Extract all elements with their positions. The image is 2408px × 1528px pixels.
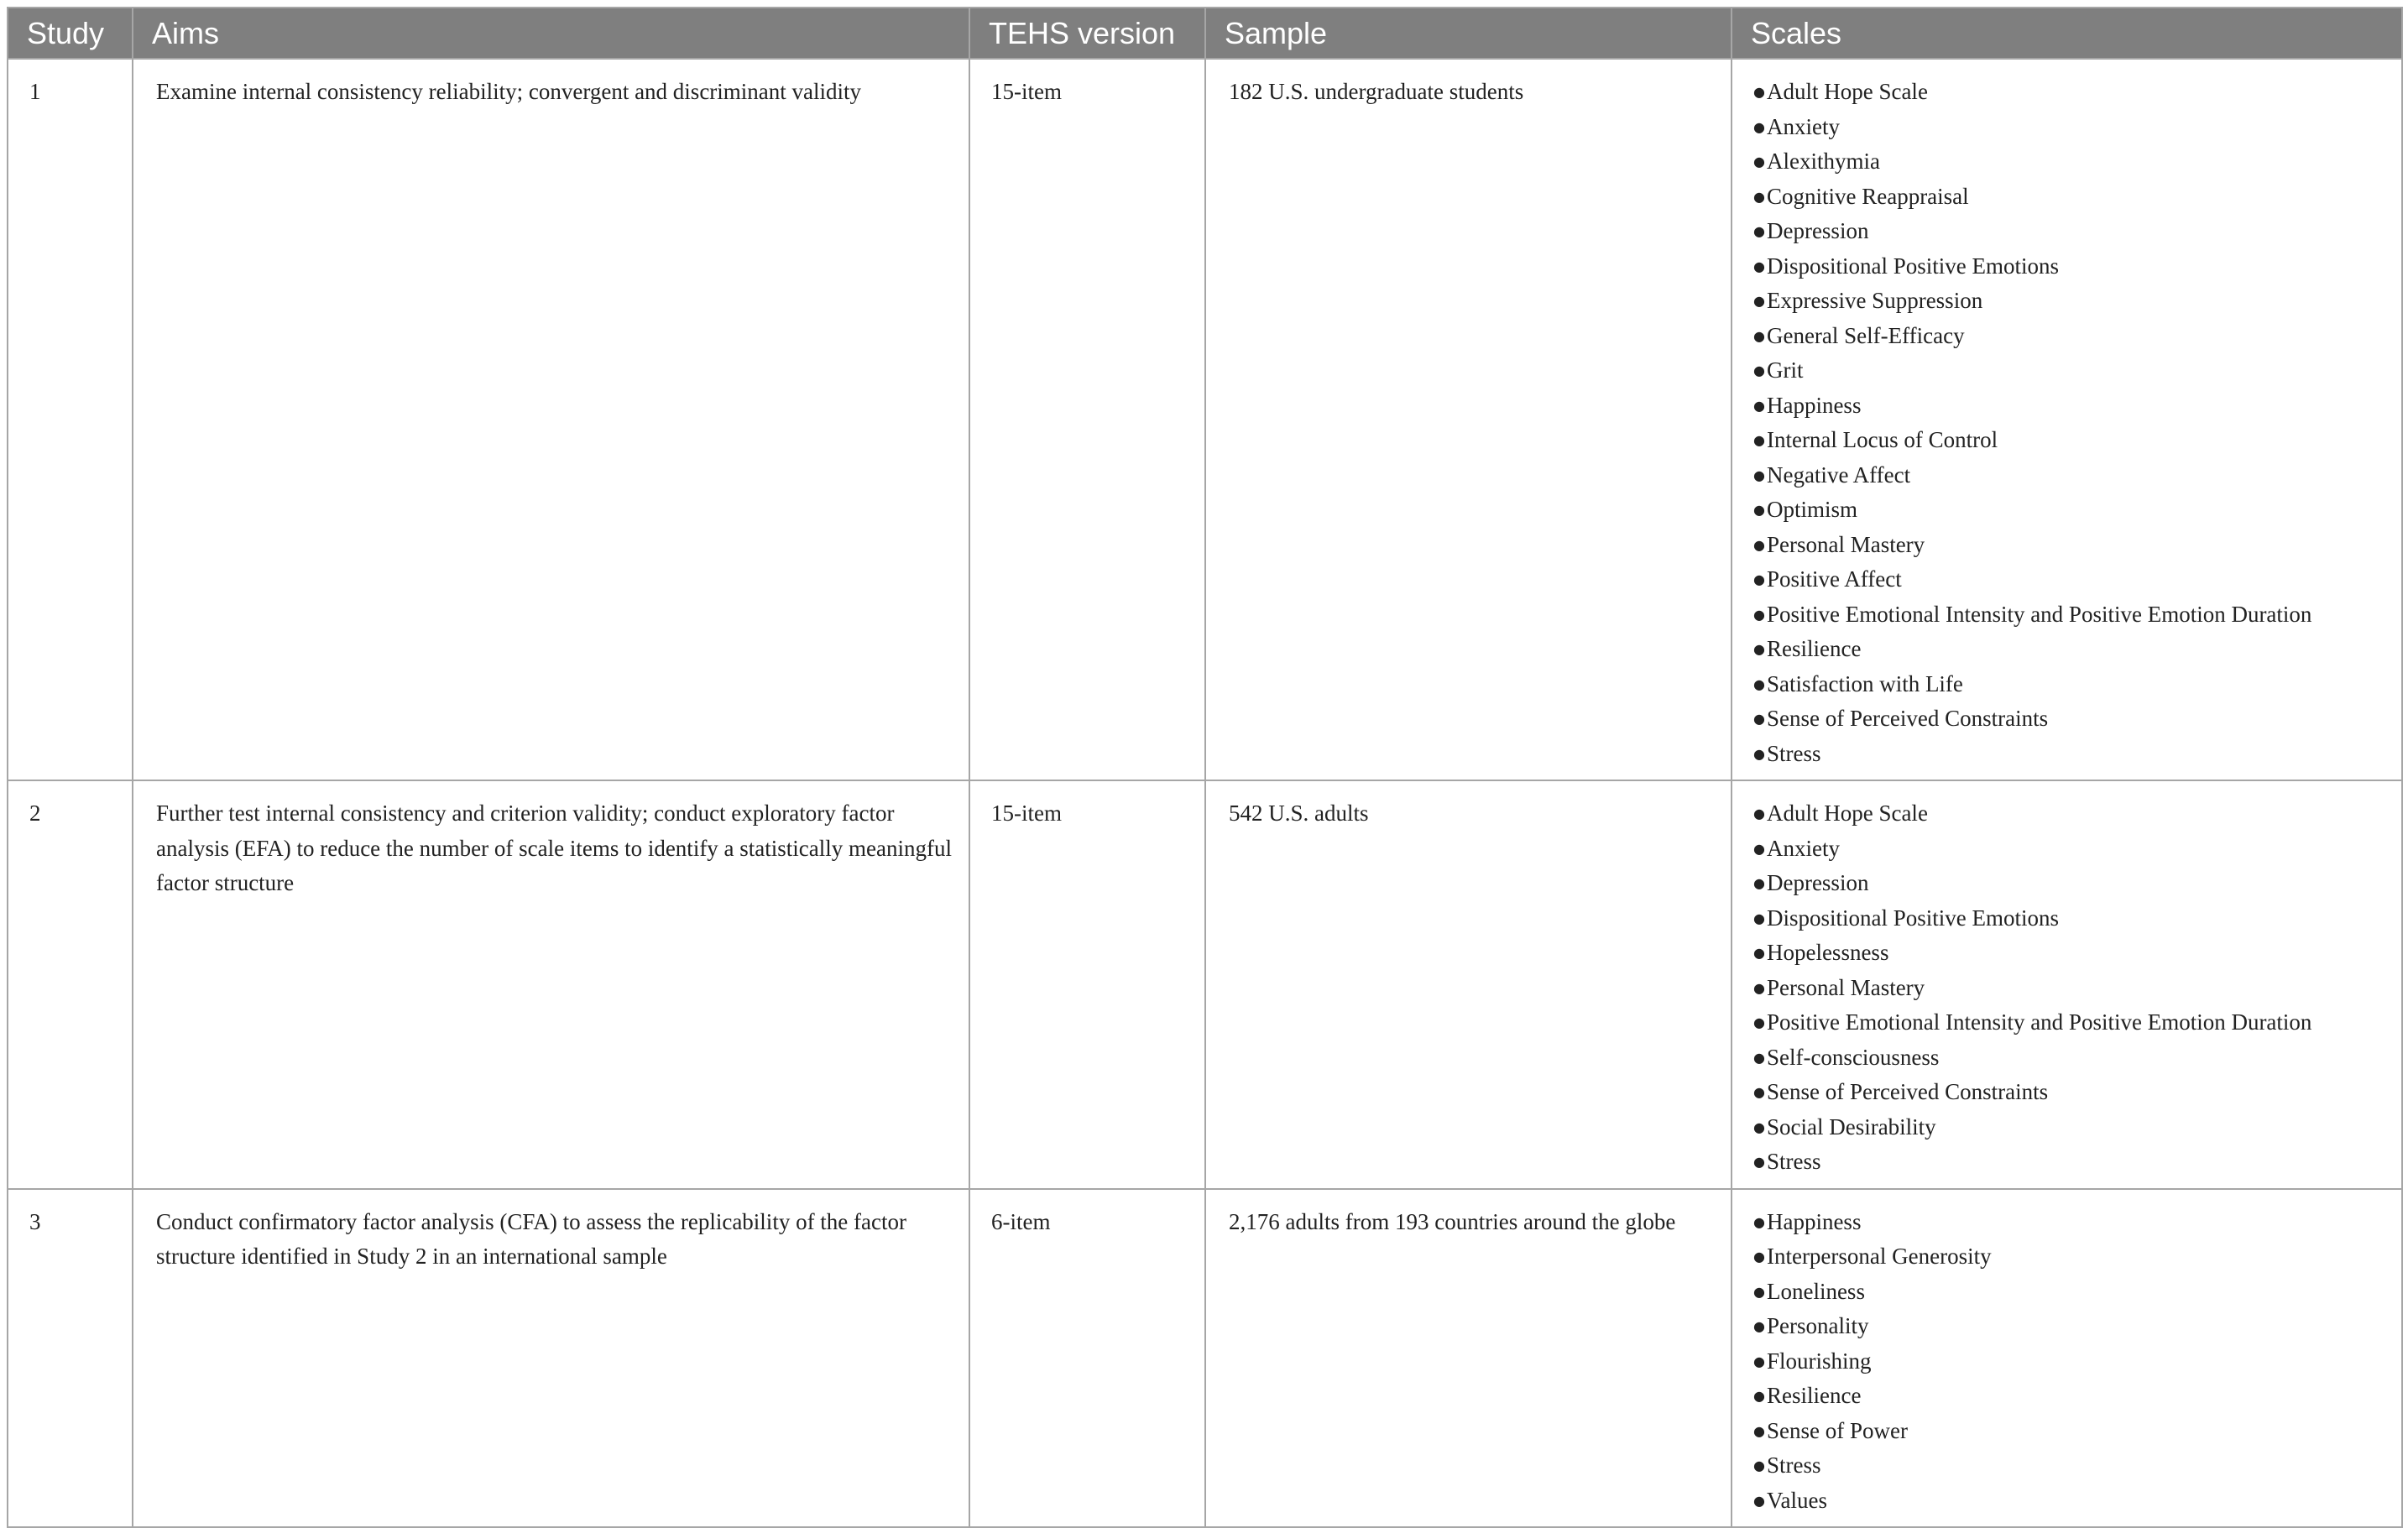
scale-item: ● Positive Emotional Intensity and Positive Emotion Duration bbox=[1753, 597, 2398, 633]
header-aims: Aims bbox=[133, 8, 969, 59]
scale-item: ● Personal Mastery bbox=[1753, 971, 2398, 1006]
table-body bbox=[8, 59, 2402, 1527]
sample-cell: 182 U.S. undergraduate students bbox=[1205, 59, 1732, 780]
tehs-version-cell: 15-item bbox=[969, 59, 1205, 780]
study-number-cell: 2 bbox=[8, 780, 133, 1189]
header-row bbox=[8, 8, 2402, 59]
scale-item: ● Stress bbox=[1753, 737, 2398, 772]
scale-item: ● Negative Affect bbox=[1753, 458, 2398, 493]
scale-item: ● Cognitive Reappraisal bbox=[1753, 180, 2398, 215]
scale-item: ● Sense of Perceived Constraints bbox=[1753, 1075, 2398, 1110]
sample-cell: 542 U.S. adults bbox=[1205, 780, 1732, 1189]
scale-list bbox=[1753, 1205, 2398, 1519]
scales-cell bbox=[1732, 59, 2402, 780]
scale-item: ● Alexithymia bbox=[1753, 144, 2398, 180]
scale-item: ● Adult Hope Scale bbox=[1753, 796, 2398, 832]
scale-item: ● Happiness bbox=[1753, 1205, 2398, 1240]
studies-table bbox=[7, 7, 2403, 1528]
scale-item: ● Values bbox=[1753, 1484, 2398, 1519]
sample-cell: 2,176 adults from 193 countries around the globe bbox=[1205, 1189, 1732, 1528]
scale-item: ● Depression bbox=[1753, 214, 2398, 249]
scale-item: ● Loneliness bbox=[1753, 1275, 2398, 1310]
studies-table-container bbox=[7, 7, 2401, 1528]
scales-cell bbox=[1732, 1189, 2402, 1528]
scale-item: ● Internal Locus of Control bbox=[1753, 423, 2398, 458]
header-study: Study bbox=[8, 8, 133, 59]
study-number-cell: 3 bbox=[8, 1189, 133, 1528]
header-scales: Scales bbox=[1732, 8, 2402, 59]
scale-item: ● Adult Hope Scale bbox=[1753, 75, 2398, 110]
scale-item: ● Sense of Perceived Constraints bbox=[1753, 701, 2398, 737]
scale-item: ● Sense of Power bbox=[1753, 1414, 2398, 1449]
scales-cell bbox=[1732, 780, 2402, 1189]
scale-item: ● Positive Emotional Intensity and Positive Emotion Duration bbox=[1753, 1005, 2398, 1040]
aims-cell: Examine internal consistency reliability; convergent and discriminant validity bbox=[133, 59, 969, 780]
scale-item: ● Flourishing bbox=[1753, 1344, 2398, 1379]
scale-item: ● Anxiety bbox=[1753, 110, 2398, 145]
scale-item: ● Self-consciousness bbox=[1753, 1040, 2398, 1076]
scale-item: ● Dispositional Positive Emotions bbox=[1753, 901, 2398, 936]
study-number-cell: 1 bbox=[8, 59, 133, 780]
scale-list bbox=[1753, 796, 2398, 1180]
tehs-version-cell: 6-item bbox=[969, 1189, 1205, 1528]
scale-item: ● Stress bbox=[1753, 1145, 2398, 1180]
scale-list bbox=[1753, 75, 2398, 771]
scale-item: ● Resilience bbox=[1753, 1379, 2398, 1414]
table-row bbox=[8, 59, 2402, 780]
table-row bbox=[8, 780, 2402, 1189]
header-sample: Sample bbox=[1205, 8, 1732, 59]
header-tehs-version: TEHS version bbox=[969, 8, 1205, 59]
scale-item: ● Personality bbox=[1753, 1309, 2398, 1344]
scale-item: ● Stress bbox=[1753, 1448, 2398, 1484]
scale-item: ● Dispositional Positive Emotions bbox=[1753, 249, 2398, 284]
scale-item: ● Social Desirability bbox=[1753, 1110, 2398, 1145]
scale-item: ● Depression bbox=[1753, 866, 2398, 901]
aims-cell: Further test internal consistency and criterion validity; conduct exploratory factor analysis (EFA) to reduce the number of scale items to identify a statistically meaningful factor structure bbox=[133, 780, 969, 1189]
scale-item: ● Resilience bbox=[1753, 632, 2398, 667]
scale-item: ● General Self-Efficacy bbox=[1753, 319, 2398, 354]
scale-item: ● Anxiety bbox=[1753, 832, 2398, 867]
table-header bbox=[8, 8, 2402, 59]
scale-item: ● Hopelessness bbox=[1753, 936, 2398, 971]
scale-item: ● Personal Mastery bbox=[1753, 528, 2398, 563]
scale-item: ● Satisfaction with Life bbox=[1753, 667, 2398, 702]
aims-cell: Conduct confirmatory factor analysis (CFA) to assess the replicability of the factor structure identified in Study 2 in an international sample bbox=[133, 1189, 969, 1528]
scale-item: ● Expressive Suppression bbox=[1753, 284, 2398, 319]
scale-item: ● Optimism bbox=[1753, 493, 2398, 528]
scale-item: ● Grit bbox=[1753, 353, 2398, 389]
scale-item: ● Happiness bbox=[1753, 389, 2398, 424]
table-row bbox=[8, 1189, 2402, 1528]
tehs-version-cell: 15-item bbox=[969, 780, 1205, 1189]
scale-item: ● Interpersonal Generosity bbox=[1753, 1239, 2398, 1275]
scale-item: ● Positive Affect bbox=[1753, 562, 2398, 597]
